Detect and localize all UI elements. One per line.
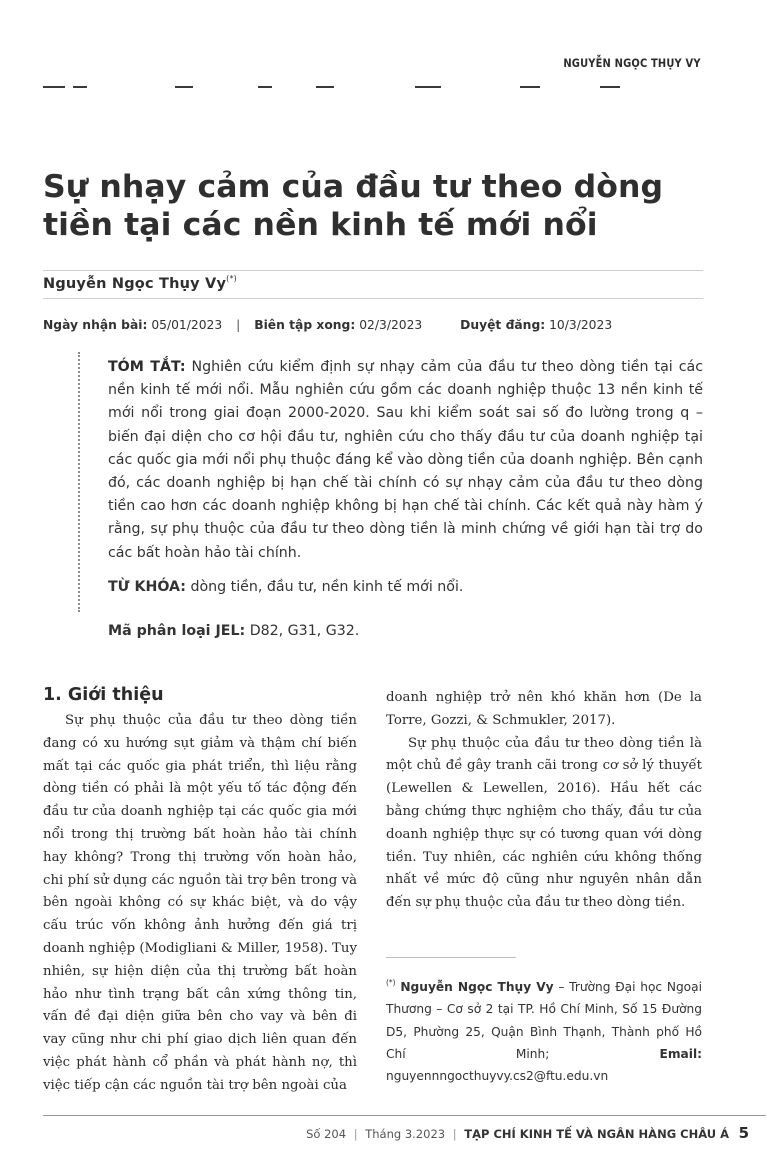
author-footnote-mark: (*): [226, 274, 237, 283]
footer-meta: [306, 1127, 729, 1141]
footnote-rule: [386, 957, 516, 958]
keywords-text: dòng tiền, đầu tư, nền kinh tế mới nổi.: [190, 579, 464, 595]
header-rule-segment: [316, 86, 334, 88]
issue-month: Tháng 3.2023: [365, 1127, 446, 1141]
footnote-email[interactable]: nguyennngocthuyvy.cs2@ftu.edu.vn: [386, 1069, 609, 1084]
running-header-author: NGUYỄN NGỌC THỤY VY: [563, 56, 701, 70]
journal-name: TẠP CHÍ KINH TẾ VÀ NGÂN HÀNG CHÂU Á: [464, 1127, 729, 1141]
approved-date: 10/3/2023: [549, 318, 613, 332]
author-name: Nguyễn Ngọc Thụy Vy: [43, 276, 227, 292]
title-line-1: Sự nhạy cảm của đầu tư theo dòng: [43, 169, 664, 205]
header-rule-segment: [520, 86, 540, 88]
footer-separator: |: [353, 1127, 358, 1141]
section-heading: 1. Giới thiệu: [43, 685, 164, 705]
header-rule-segment: [175, 86, 193, 88]
body-column-right: [386, 687, 702, 915]
header-rule-segment: [600, 86, 620, 88]
jel-codes: [108, 623, 359, 639]
divider: [43, 270, 703, 271]
body-paragraph: Sự phụ thuộc của đầu tư theo dòng tiền đang có xu hướng sụt giảm và thậm chí biến mất tại các quốc gia phát triển, thì liệu rằng dòng tiền có phải là một yếu tố tác động đến đầu tư của doanh nghiệp tại các quốc gia mới nổi trong thị trường bất hoàn hảo tài chính hay không? Trong thị trường vốn hoàn hảo, chi phí sử dụng các nguồn tài trợ bên trong và bên ngoài không có sự khác biệt, và do vậy cấu trúc vốn không ảnh hưởng đến giá trị doanh nghiệp (Modigliani & Miller, 1958). Tuy nhiên, sự hiện diện của thị trường bất hoàn hảo như tình trạng bất cân xứng thông tin, vấn đề đại diện giữa bên cho vay và bên đi vay cũng như chi phí giao dịch liên quan đến việc phát hành cổ phần và phát hành nợ, thì việc tiếp cận các nguồn tài trợ bên ngoài của: [43, 713, 357, 1093]
header-rule-segment: [415, 86, 441, 88]
article-title: [43, 168, 723, 244]
header-rule-segment: [73, 86, 87, 88]
body-paragraph: Sự phụ thuộc của đầu tư theo dòng tiền là một chủ đề gây tranh cãi trong cơ sở lý thuyết (Lewellen & Lewellen, 2016). Hầu hết các bằng chứng thực nghiệm cho thấy, đầu tư của doanh nghiệp thực sự có tương quan với dòng tiền. Tuy nhiên, các nghiên cứu không thống nhất về mức độ cũng như nguyên nhân dẫn đến sự phụ thuộc của đầu tư theo dòng tiền.: [386, 735, 702, 911]
author-line: [43, 274, 237, 292]
keywords-label: TỪ KHÓA:: [108, 579, 186, 595]
footer-separator: |: [452, 1127, 457, 1141]
title-line-2: tiền tại các nền kinh tế mới nổi: [43, 207, 598, 243]
abstract-label: TÓM TẮT:: [108, 359, 186, 375]
jel-label: Mã phân loại JEL:: [108, 623, 246, 639]
body-paragraph: doanh nghiệp trở nên khó khăn hơn (De la Torre, Gozzi, & Schmukler, 2017).: [386, 690, 702, 728]
received-label: Ngày nhận bài:: [43, 318, 148, 332]
keywords: [108, 579, 463, 595]
page-number: 5: [738, 1124, 749, 1142]
footer-rule: [43, 1115, 766, 1116]
divider: [43, 298, 703, 299]
header-rule-segment: [43, 86, 65, 88]
header-rule-segment: [258, 86, 272, 88]
abstract-side-rule: [78, 352, 80, 612]
issue-number: Số 204: [306, 1127, 347, 1141]
footnote-email-label: Email:: [659, 1046, 702, 1061]
author-footnote: [386, 972, 702, 1087]
footnote-author: Nguyễn Ngọc Thụy Vy: [400, 980, 554, 994]
footnote-affiliation: – Trường Đại học Ngoại Thương – Cơ sở 2 tại TP. Hồ Chí Minh, Số 15 Đường D5, Phường 25, Quận Bình Thạnh, Thành phố Hồ Chí Minh;: [386, 980, 702, 1061]
date-separator: |: [236, 318, 241, 332]
edited-date: 02/3/2023: [359, 318, 423, 332]
footnote-mark: (*): [386, 978, 396, 987]
article-dates: [43, 318, 612, 332]
edited-label: Biên tập xong:: [254, 318, 356, 332]
abstract-text: Nghiên cứu kiểm định sự nhạy cảm của đầu tư theo dòng tiền tại các nền kinh tế mới nổi. Mẫu nghiên cứu gồm các doanh nghiệp thuộc 13 nền kinh tế mới nổi trong giai đoạn 2000-2020. Sau khi kiểm soát sai số đo lường trong q – biến đại diện cho cơ hội đầu tư, nghiên cứu cho thấy đầu tư của doanh nghiệp tại các quốc gia mới nổi phụ thuộc đáng kể vào dòng tiền của doanh nghiệp. Bên cạnh đó, các doanh nghiệp bị hạn chế tài chính có sự nhạy cảm của đầu tư theo dòng tiền cao hơn các doanh nghiệp không bị hạn chế tài chính. Các kết quả này hàm ý rằng, sự phụ thuộc của đầu tư theo dòng tiền là minh chứng về giới hạn tài trợ do các bất hoàn hảo tài chính.: [108, 359, 703, 561]
jel-text: D82, G31, G32.: [249, 623, 360, 639]
received-date: 05/01/2023: [151, 318, 223, 332]
abstract: [108, 356, 703, 565]
body-column-left: [43, 710, 357, 1098]
approved-label: Duyệt đăng:: [460, 318, 546, 332]
